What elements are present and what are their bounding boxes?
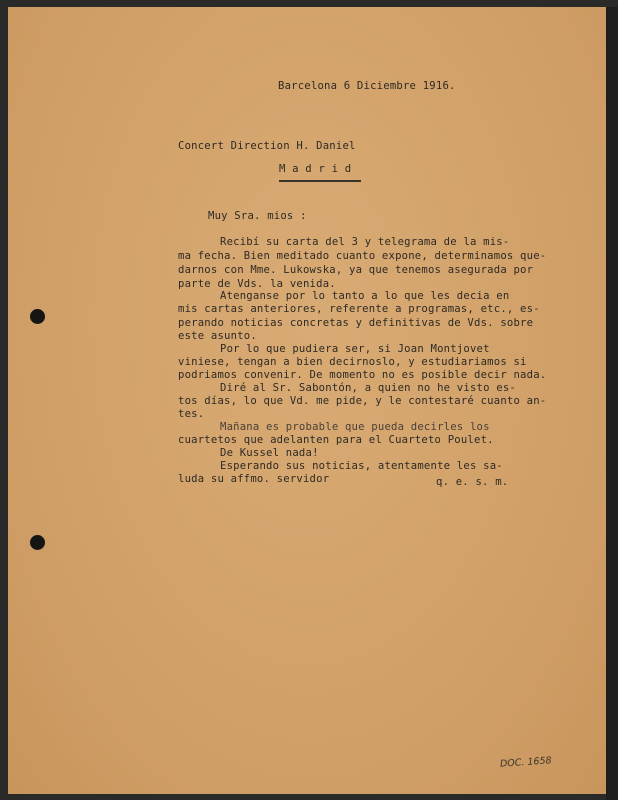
body-line: Por lo que pudiera ser, si Joan Montjovet (220, 343, 490, 355)
body-line: Recibí su carta del 3 y telegrama de la mis- (220, 236, 510, 248)
body-line: Mañana es probable que pueda decirles los (220, 421, 490, 433)
body-line: podriamos convenir. De momento no es posible decir nada. (178, 369, 547, 381)
page-edge-shadow (606, 7, 618, 800)
punch-hole-top (30, 309, 45, 324)
recipient-name: Concert Direction H. Daniel (178, 140, 356, 152)
city-underline (279, 180, 361, 182)
body-line: perando noticias concretas y definitivas de Vds. sobre (178, 317, 534, 329)
body-line: Esperando sus noticias, atentamente les sa- (220, 460, 503, 472)
closing-formula: q. e. s. m. (436, 476, 509, 488)
punch-hole-bottom (30, 535, 45, 550)
body-line: Diré al Sr. Sabontón, a quien no he visto es- (220, 382, 517, 394)
body-line: cuartetos que adelanten para el Cuarteto Poulet. (178, 434, 494, 446)
place-date: Barcelona 6 Diciembre 1916. (278, 80, 456, 92)
archive-doc-number: DOC. 1658 (499, 755, 552, 770)
salutation: Muy Sra. mios : (208, 210, 307, 222)
body-line: darnos con Mme. Lukowska, ya que tenemos asegurada por (178, 264, 534, 276)
body-line: De Kussel nada! (220, 447, 319, 459)
body-line: tes. (178, 408, 205, 420)
body-line: viniese, tengan a bien decirnoslo, y estudiariamos si (178, 356, 527, 368)
body-line: tos días, lo que Vd. me pide, y le contestaré cuanto an- (178, 395, 547, 407)
body-line: luda su affmo. servidor (178, 473, 330, 485)
body-line: mis cartas anteriores, referente a programas, etc., es- (178, 303, 540, 315)
body-line: ma fecha. Bien meditado cuanto expone, determinamos que- (178, 250, 547, 262)
recipient-city: M a d r i d (279, 163, 352, 175)
body-line: parte de Vds. la venida. (178, 278, 336, 290)
body-line: este asunto. (178, 330, 257, 342)
body-line: Atenganse por lo tanto a lo que les decia en (220, 290, 510, 302)
